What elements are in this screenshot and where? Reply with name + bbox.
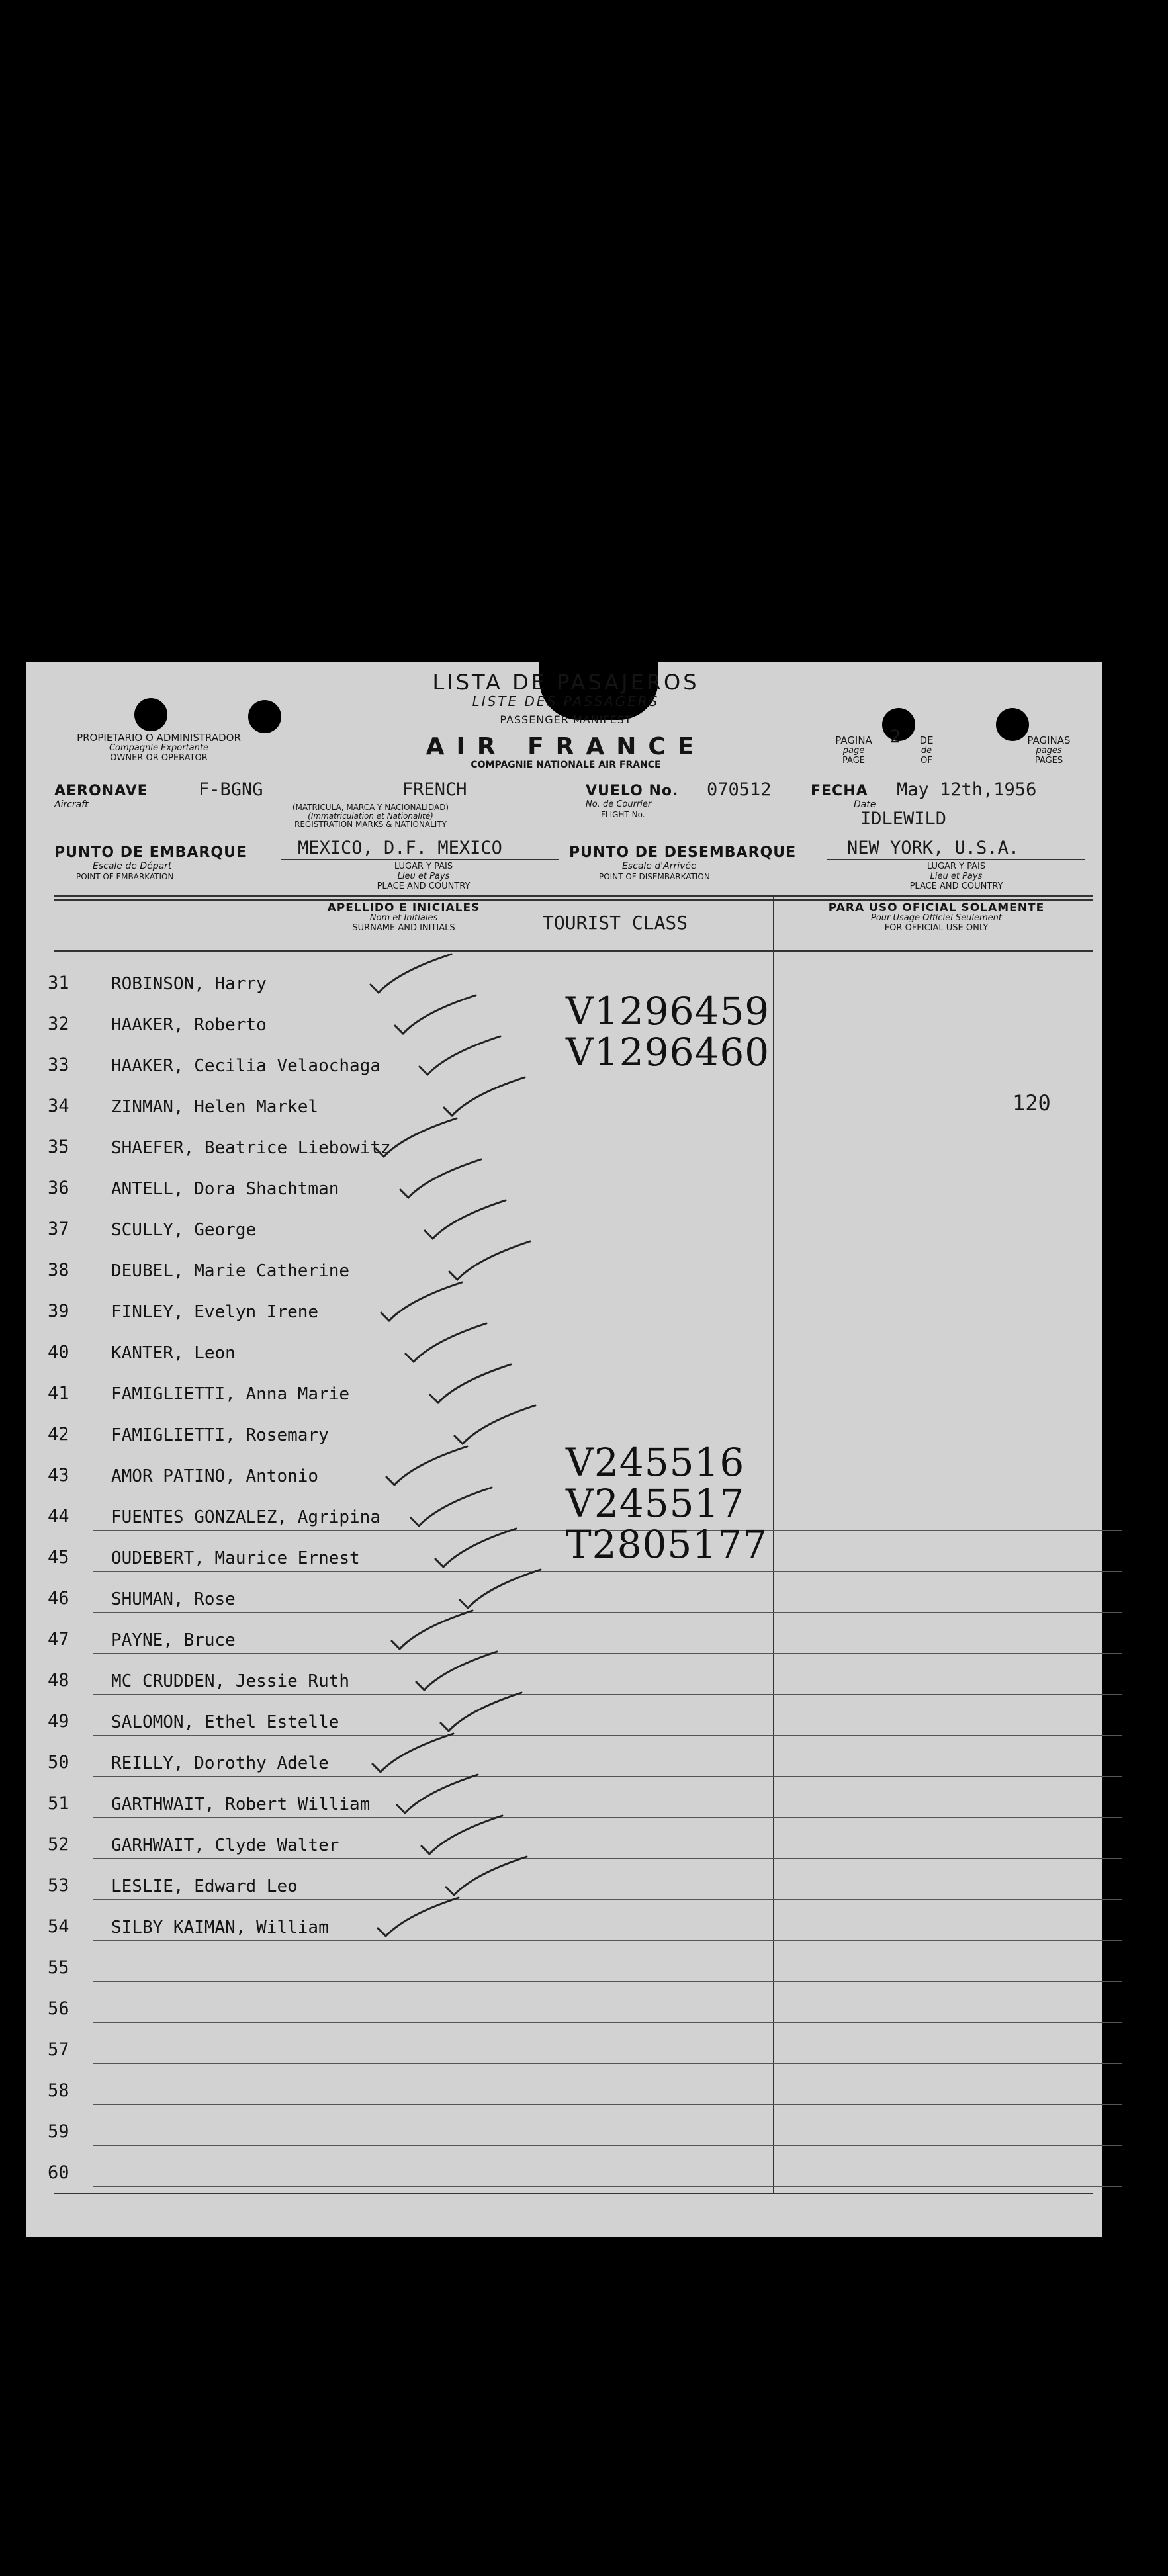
handwritten-document-number: T2805177 xyxy=(566,1522,768,1567)
check-mark xyxy=(373,1734,453,1772)
airline-name: AIR FRANCE xyxy=(426,733,706,760)
flight-date: May 12th,1956 xyxy=(897,779,1037,800)
passenger-name: FAMIGLIETTI, Rosemary xyxy=(111,1425,329,1445)
row-number: 31 xyxy=(48,973,69,993)
check-mark xyxy=(371,954,451,993)
check-mark xyxy=(395,995,476,1034)
passenger-name: FUENTES GONZALEZ, Agripina xyxy=(111,1507,381,1527)
row-number: 53 xyxy=(48,1875,69,1896)
row-number: 50 xyxy=(48,1752,69,1773)
date-label-fr: Date xyxy=(854,799,876,810)
passenger-name: HAAKER, Cecilia Velaochaga xyxy=(111,1056,381,1076)
manifest-title-en: PASSENGER MANIFEST xyxy=(500,713,632,726)
row-number: 32 xyxy=(48,1014,69,1034)
passenger-name: PAYNE, Bruce xyxy=(111,1630,236,1650)
check-mark xyxy=(460,1570,541,1608)
pages-label: PAGINAS pages PAGES xyxy=(1027,734,1071,766)
row-number: 56 xyxy=(48,1998,69,2019)
check-mark xyxy=(425,1200,506,1239)
passenger-name: REILLY, Dorothy Adele xyxy=(111,1754,329,1773)
check-mark xyxy=(455,1405,535,1444)
row-number: 40 xyxy=(48,1342,69,1362)
embark-label: PUNTO DE EMBARQUE xyxy=(54,844,247,861)
check-mark xyxy=(386,1446,467,1485)
check-mark xyxy=(411,1488,492,1526)
passenger-name: FINLEY, Evelyn Irene xyxy=(111,1302,319,1322)
check-mark xyxy=(406,1323,486,1362)
aircraft-nationality: FRENCH xyxy=(402,779,467,800)
official-column-header: PARA USO OFICIAL SOLAMENTE Pour Usage Officiel Seulement FOR OFFICIAL USE ONLY xyxy=(828,901,1045,933)
row-number: 46 xyxy=(48,1588,69,1609)
check-mark xyxy=(397,1775,478,1813)
aircraft-label: AERONAVE xyxy=(54,783,148,799)
check-mark xyxy=(446,1857,527,1895)
passenger-name: SALOMON, Ethel Estelle xyxy=(111,1712,339,1732)
passenger-name: OUDEBERT, Maurice Ernest xyxy=(111,1548,360,1568)
aircraft-label-fr: Aircraft xyxy=(54,799,89,810)
passenger-name: MC CRUDDEN, Jessie Ruth xyxy=(111,1671,350,1691)
page-number: 2 xyxy=(890,727,901,747)
passenger-name: ANTELL, Dora Shachtman xyxy=(111,1179,339,1199)
row-number: 41 xyxy=(48,1383,69,1403)
check-mark xyxy=(430,1364,511,1403)
row-number: 34 xyxy=(48,1096,69,1116)
arrival-airport: IDLEWILD xyxy=(860,809,947,829)
of-label: DE de OF xyxy=(919,734,934,766)
row-number: 33 xyxy=(48,1055,69,1075)
embark-label-en: POINT OF EMBARKATION xyxy=(76,872,174,881)
date-label: FECHA xyxy=(811,783,868,799)
page-label: PAGINA page PAGE xyxy=(835,734,872,766)
check-mark xyxy=(444,1077,525,1116)
row-number: 52 xyxy=(48,1834,69,1855)
owner-label: PROPIETARIO O ADMINISTRADOR Compagnie Exportante OWNER OR OPERATOR xyxy=(77,732,241,763)
row-number: 42 xyxy=(48,1424,69,1444)
row-number: 37 xyxy=(48,1219,69,1239)
check-marks xyxy=(26,662,1102,2237)
embark-label-fr: Escale de Départ xyxy=(93,861,172,871)
row-number: 49 xyxy=(48,1711,69,1732)
row-number: 54 xyxy=(48,1916,69,1937)
check-mark xyxy=(381,1282,462,1321)
row-number: 58 xyxy=(48,2080,69,2101)
check-mark xyxy=(422,1816,502,1854)
disembark-label-en: POINT OF DISEMBARKATION xyxy=(599,872,710,881)
handwritten-document-number: V245516 xyxy=(566,1440,745,1485)
row-number: 35 xyxy=(48,1137,69,1157)
embark-place-label: LUGAR Y PAIS Lieu et Pays PLACE AND COUNTRY xyxy=(377,862,471,891)
flight-label-en: FLIGHT No. xyxy=(601,810,645,819)
table-bottom-rule xyxy=(54,2193,1093,2194)
passenger-name: ROBINSON, Harry xyxy=(111,974,267,994)
check-mark xyxy=(449,1241,530,1280)
passenger-name: GARTHWAIT, Robert William xyxy=(111,1795,371,1814)
row-number: 38 xyxy=(48,1260,69,1280)
passenger-name: FAMIGLIETTI, Anna Marie xyxy=(111,1384,350,1404)
registration-note: (MATRICULA, MARCA Y NACIONALIDAD) (Immatriculation et Nationalité) REGISTRATION MARKS & NATIONALITY xyxy=(292,803,449,829)
flight-label-fr: No. de Courrier xyxy=(586,799,652,809)
manifest-title: LISTA DE PASAJEROS xyxy=(432,670,699,695)
passenger-name: ZINMAN, Helen Markel xyxy=(111,1097,319,1117)
row-number: 57 xyxy=(48,2039,69,2060)
passenger-name: AMOR PATINO, Antonio xyxy=(111,1466,319,1486)
manifest-sheet xyxy=(26,662,1102,2237)
embark-place: MEXICO, D.F. MEXICO xyxy=(298,838,502,858)
passenger-name: KANTER, Leon xyxy=(111,1343,236,1363)
check-mark xyxy=(392,1611,472,1649)
check-mark xyxy=(441,1693,521,1731)
handwritten-document-number: V1296460 xyxy=(566,1030,770,1075)
class-label: TOURIST CLASS xyxy=(543,912,688,934)
check-mark xyxy=(416,1652,497,1690)
official-use-value: 120 xyxy=(1012,1090,1051,1116)
name-column-header: APELLIDO E INICIALES Nom et Initiales SURNAME AND INITIALS xyxy=(327,901,480,933)
passenger-name: GARHWAIT, Clyde Walter xyxy=(111,1836,339,1855)
disembark-label: PUNTO DE DESEMBARQUE xyxy=(569,844,797,861)
row-number: 47 xyxy=(48,1629,69,1650)
check-mark xyxy=(376,1118,457,1157)
passenger-name: SHAEFER, Beatrice Liebowitz xyxy=(111,1138,391,1158)
passenger-name: LESLIE, Edward Leo xyxy=(111,1877,298,1896)
disembark-label-fr: Escale d'Arrivée xyxy=(622,861,697,871)
row-number: 45 xyxy=(48,1547,69,1568)
flight-label: VUELO No. xyxy=(586,783,679,799)
row-number: 39 xyxy=(48,1301,69,1321)
handwritten-document-number: V245517 xyxy=(566,1481,745,1526)
row-number: 51 xyxy=(48,1793,69,1814)
row-number: 55 xyxy=(48,1957,69,1978)
passenger-name: HAAKER, Roberto xyxy=(111,1015,267,1035)
passenger-name: SHUMAN, Rose xyxy=(111,1589,236,1609)
row-number: 60 xyxy=(48,2162,69,2183)
disembark-place-label: LUGAR Y PAIS Lieu et Pays PLACE AND COUNTRY xyxy=(909,862,1003,891)
passenger-name: SILBY KAIMAN, William xyxy=(111,1918,329,1937)
check-mark xyxy=(378,1898,459,1936)
check-mark xyxy=(435,1529,516,1567)
passenger-name: DEUBEL, Marie Catherine xyxy=(111,1261,350,1281)
row-number: 59 xyxy=(48,2121,69,2142)
flight-number: 070512 xyxy=(707,779,772,800)
handwritten-document-number: V1296459 xyxy=(566,989,770,1034)
row-number: 36 xyxy=(48,1178,69,1198)
disembark-place: NEW YORK, U.S.A. xyxy=(847,838,1020,858)
manifest-title-fr: LISTE DES PASSAGERS xyxy=(472,693,660,709)
check-mark xyxy=(400,1159,481,1198)
passenger-name: SCULLY, George xyxy=(111,1220,257,1240)
airline-subtitle: COMPAGNIE NATIONALE AIR FRANCE xyxy=(471,760,661,770)
aircraft-registration: F-BGNG xyxy=(199,779,263,800)
check-mark xyxy=(420,1036,500,1075)
row-number: 48 xyxy=(48,1670,69,1691)
row-number: 44 xyxy=(48,1506,69,1527)
row-number: 43 xyxy=(48,1465,69,1486)
